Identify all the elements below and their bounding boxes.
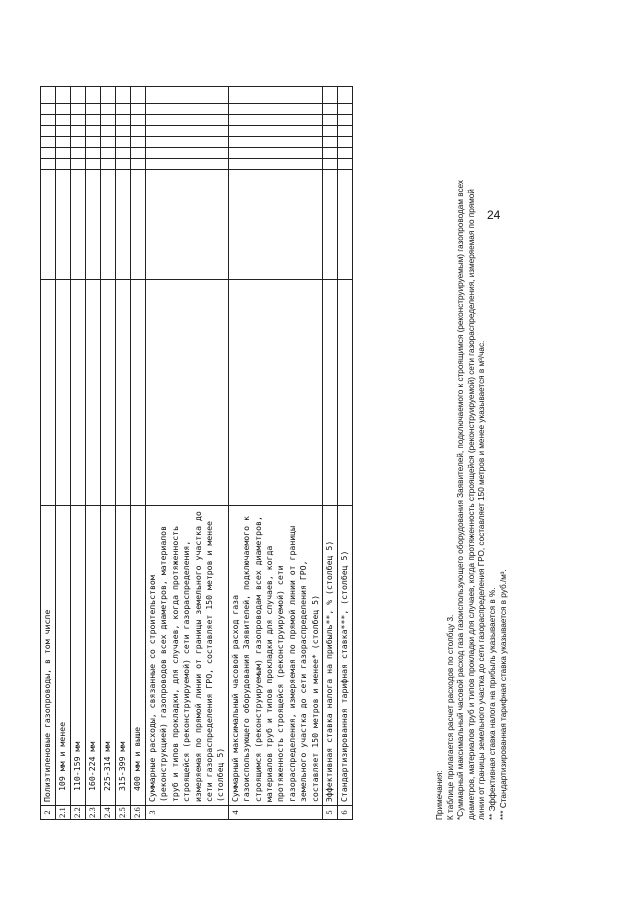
row-number: 3 <box>146 806 229 820</box>
value-cell <box>323 280 338 506</box>
value-cell <box>146 280 229 506</box>
value-cell <box>146 170 229 280</box>
row-description: Стандартизированная тарифная ставка***, (столбец 5) <box>338 506 353 806</box>
value-cell <box>86 115 101 126</box>
value-cell <box>101 115 116 126</box>
value-cell <box>56 137 71 148</box>
row-number: 2.6 <box>131 806 146 820</box>
tariff-table <box>40 86 353 820</box>
table-row <box>71 87 86 820</box>
table-row <box>116 87 131 820</box>
row-number: 4 <box>228 806 322 820</box>
value-cell <box>338 115 353 126</box>
value-cell <box>116 280 131 506</box>
value-cell <box>116 148 131 159</box>
value-cell <box>56 126 71 137</box>
note-line: *** Стандартизированная тарифная ставка указывается в руб./м³. <box>498 569 508 820</box>
value-cell <box>101 87 116 104</box>
value-cell <box>56 159 71 170</box>
value-cell <box>86 104 101 115</box>
value-cell <box>146 115 229 126</box>
value-cell <box>338 159 353 170</box>
row-description: 110-159 мм <box>71 506 86 806</box>
value-cell <box>71 137 86 148</box>
value-cell <box>71 115 86 126</box>
value-cell <box>71 104 86 115</box>
table-row <box>323 87 338 820</box>
value-cell <box>116 104 131 115</box>
value-cell <box>131 159 146 170</box>
value-cell <box>338 148 353 159</box>
value-cell <box>228 126 322 137</box>
row-number: 2 <box>41 806 56 820</box>
table-row <box>146 87 229 820</box>
table-row <box>338 87 353 820</box>
value-cell <box>41 159 56 170</box>
value-cell <box>146 87 229 104</box>
value-cell <box>41 170 56 280</box>
value-cell <box>56 115 71 126</box>
value-cell <box>228 104 322 115</box>
value-cell <box>228 137 322 148</box>
value-cell <box>101 159 116 170</box>
value-cell <box>146 137 229 148</box>
value-cell <box>86 170 101 280</box>
row-number: 2.2 <box>71 806 86 820</box>
row-description: Суммарные расходы, связанные со строительством (реконструкцией) газопроводов всех диаметров, материалов труб и типов прокладки, для случаев, когда протяженность строящейся (реконструируемой) сети газораспределения, измеряемая по прямой линии от границы земельного участка до сети газораспределения ГРО, составляет 150 метров и менее (столбец 5) <box>146 506 229 806</box>
value-cell <box>116 137 131 148</box>
value-cell <box>323 148 338 159</box>
value-cell <box>86 280 101 506</box>
row-description: 315-399 мм <box>116 506 131 806</box>
value-cell <box>116 87 131 104</box>
value-cell <box>71 280 86 506</box>
note-line: диаметров, материалов труб и типов прокладки для случаев, когда протяженность строящейся (реконструируемой) сети газораспределения, измеряемая по прямой <box>466 189 476 820</box>
row-description: 109 мм и менее <box>56 506 71 806</box>
value-cell <box>56 280 71 506</box>
value-cell <box>338 280 353 506</box>
value-cell <box>86 87 101 104</box>
value-cell <box>116 115 131 126</box>
value-cell <box>228 148 322 159</box>
row-description: Эффективная ставка налога на прибыль**, % (столбец 5) <box>323 506 338 806</box>
value-cell <box>323 104 338 115</box>
value-cell <box>41 137 56 148</box>
value-cell <box>131 148 146 159</box>
value-cell <box>323 87 338 104</box>
value-cell <box>338 104 353 115</box>
value-cell <box>41 104 56 115</box>
value-cell <box>41 87 56 104</box>
value-cell <box>71 87 86 104</box>
notes-section <box>435 20 509 820</box>
value-cell <box>116 126 131 137</box>
value-cell <box>131 87 146 104</box>
value-cell <box>56 170 71 280</box>
value-cell <box>56 87 71 104</box>
table-row <box>56 87 71 820</box>
value-cell <box>228 159 322 170</box>
row-description: Полиэтиленовые газопроводы, в том числе <box>41 506 56 806</box>
value-cell <box>41 115 56 126</box>
page-number: 24 <box>487 208 501 222</box>
rotated-page <box>40 20 560 820</box>
value-cell <box>71 170 86 280</box>
row-number: 6 <box>338 806 353 820</box>
value-cell <box>101 280 116 506</box>
value-cell <box>146 104 229 115</box>
row-description: 400 мм и выше <box>131 506 146 806</box>
row-number: 2.1 <box>56 806 71 820</box>
note-line: *Суммарный максимальный часовой расход газа газоиспользующего оборудования Заявителей, подключаемого к строящимся (реконструируемым) газопроводам всех <box>456 179 466 820</box>
value-cell <box>228 170 322 280</box>
table-row <box>101 87 116 820</box>
value-cell <box>338 126 353 137</box>
value-cell <box>71 159 86 170</box>
value-cell <box>41 280 56 506</box>
value-cell <box>86 148 101 159</box>
row-number: 5 <box>323 806 338 820</box>
note-line: ** Эффективная ставка налога на прибыль указывается в %. <box>487 587 497 820</box>
value-cell <box>41 148 56 159</box>
value-cell <box>338 87 353 104</box>
value-cell <box>101 148 116 159</box>
value-cell <box>131 137 146 148</box>
value-cell <box>146 148 229 159</box>
value-cell <box>146 159 229 170</box>
value-cell <box>323 126 338 137</box>
value-cell <box>131 170 146 280</box>
row-description: Суммарный максимальный часовой расход газа газоиспользующего оборудования Заявителей, подключаемого к строящимся (реконструируемым) газопроводам всех диаметров, материалов труб и типов прокладки для случаев, когда протяженность строящейся (реконструируемой) сети газораспределения, измеряемая по прямой линии от границы земельного участка до сети газораспределения ГРО, составляет 150 метров и менее* (столбец 5) <box>228 506 322 806</box>
value-cell <box>56 148 71 159</box>
value-cell <box>101 104 116 115</box>
value-cell <box>323 170 338 280</box>
value-cell <box>323 137 338 148</box>
row-description: 160-224 мм <box>86 506 101 806</box>
notes-heading: Примечания: <box>435 770 444 820</box>
value-cell <box>116 159 131 170</box>
value-cell <box>228 87 322 104</box>
value-cell <box>228 280 322 506</box>
value-cell <box>86 137 101 148</box>
value-cell <box>86 159 101 170</box>
value-cell <box>131 126 146 137</box>
value-cell <box>86 126 101 137</box>
value-cell <box>101 126 116 137</box>
table-body <box>41 87 353 820</box>
table-row <box>86 87 101 820</box>
table-row <box>228 87 322 820</box>
row-number: 2.3 <box>86 806 101 820</box>
value-cell <box>71 148 86 159</box>
note-line: К таблице прилагается расчет расходов по столбцу 3. <box>445 614 455 820</box>
row-number: 2.5 <box>116 806 131 820</box>
table-row <box>41 87 56 820</box>
value-cell <box>71 126 86 137</box>
value-cell <box>41 126 56 137</box>
value-cell <box>338 170 353 280</box>
value-cell <box>323 115 338 126</box>
row-number: 2.4 <box>101 806 116 820</box>
value-cell <box>131 280 146 506</box>
value-cell <box>131 115 146 126</box>
value-cell <box>56 104 71 115</box>
table-row <box>131 87 146 820</box>
value-cell <box>228 115 322 126</box>
value-cell <box>323 159 338 170</box>
row-description: 225-314 мм <box>101 506 116 806</box>
value-cell <box>338 137 353 148</box>
value-cell <box>116 170 131 280</box>
value-cell <box>131 104 146 115</box>
value-cell <box>101 137 116 148</box>
value-cell <box>146 126 229 137</box>
note-line: линии от границы земельного участка до сети газораспределения ГРО, составляет 150 метров и менее указывается в м³/час. <box>477 340 487 820</box>
value-cell <box>101 170 116 280</box>
